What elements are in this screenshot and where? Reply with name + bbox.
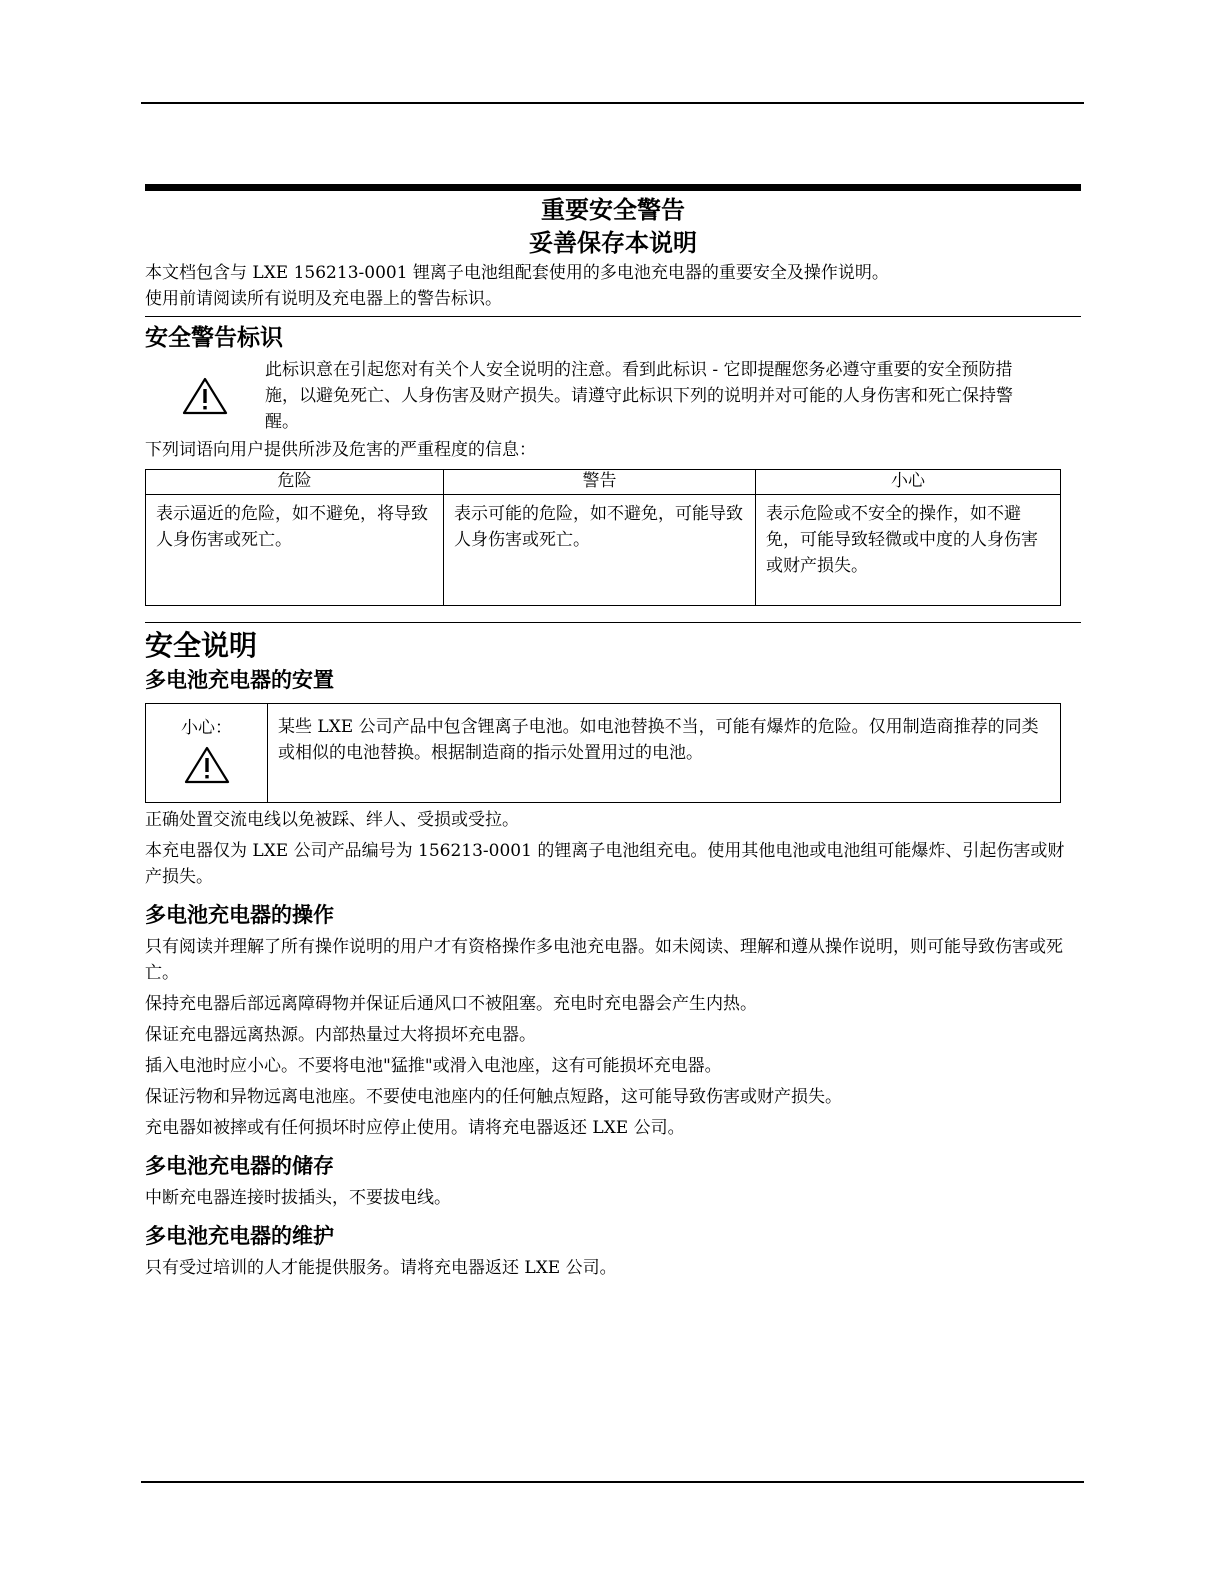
storage-heading: 多电池充电器的储存	[145, 1154, 334, 1178]
section-divider	[145, 316, 1081, 317]
placement-paragraph: 本充电器仅为 LXE 公司产品编号为 156213-0001 的锂离子电池组充电。使用其他电池或电池组可能爆炸、引起伤害或财产损失。	[145, 841, 1065, 887]
operation-paragraph: 插入电池时应小心。不要将电池"猛推"或滑入电池座，这有可能损坏充电器。	[145, 1056, 722, 1076]
safety-instructions-heading: 安全说明	[145, 629, 258, 662]
header-warning: 警告	[444, 470, 756, 495]
warning-triangle-icon	[184, 746, 230, 788]
header-danger: 危险	[146, 470, 444, 495]
storage-paragraph: 中断充电器连接时拔插头，不要拔电线。	[145, 1188, 451, 1208]
header-caution: 小心	[756, 470, 1061, 495]
cell-warning: 表示可能的危险，如不避免，可能导致人身伤害或死亡。	[444, 495, 756, 606]
placement-heading: 多电池充电器的安置	[145, 668, 334, 692]
caution-label-cell	[146, 704, 268, 802]
warning-triangle-icon	[145, 357, 265, 415]
caution-label: 小心：	[181, 718, 232, 738]
intro-line-1: 本文档包含与 LXE 156213-0001 锂离子电池组配套使用的多电池充电器的重要安全及操作说明。	[145, 263, 889, 283]
operation-paragraph: 保持充电器后部远离障碍物并保证后通风口不被阻塞。充电时充电器会产生内热。	[145, 994, 757, 1014]
intro-line-2: 使用前请阅读所有说明及充电器上的警告标识。	[145, 289, 502, 309]
maintenance-paragraph: 只有受过培训的人才能提供服务。请将充电器返还 LXE 公司。	[145, 1258, 617, 1278]
section-divider	[145, 622, 1081, 623]
operation-paragraph: 保证污物和异物远离电池座。不要使电池座内的任何触点短路，这可能导致伤害或财产损失。	[145, 1087, 842, 1107]
placement-paragraph: 正确处置交流电线以免被踩、绊人、受损或受拉。	[145, 810, 519, 830]
operation-paragraph: 保证充电器远离热源。内部热量过大将损坏充电器。	[145, 1025, 536, 1045]
safety-alert-symbol-row	[145, 357, 1081, 435]
header-rule	[141, 102, 1084, 104]
maintenance-heading: 多电池充电器的维护	[145, 1224, 334, 1248]
title-bar	[145, 184, 1081, 191]
operation-paragraph: 充电器如被摔或有任何损坏时应停止使用。请将充电器返还 LXE 公司。	[145, 1118, 685, 1138]
footer-rule	[141, 1481, 1084, 1483]
operation-paragraph: 只有阅读并理解了所有操作说明的用户才有资格操作多电池充电器。如未阅读、理解和遵从操作说明，则可能导致伤害或死亡。	[145, 937, 1063, 983]
document-body	[145, 194, 1081, 1281]
cell-caution: 表示危险或不安全的操作，如不避免，可能导致轻微或中度的人身伤害或财产损失。	[756, 495, 1061, 606]
page-title: 重要安全警告	[541, 196, 685, 224]
caution-text: 某些 LXE 公司产品中包含锂离子电池。如电池替换不当，可能有爆炸的危险。仅用制造商推荐的同类或相似的电池替换。根据制造商的指示处置用过的电池。	[278, 717, 1039, 763]
caution-box	[145, 703, 1061, 803]
cell-danger: 表示逼近的危险，如不避免，将导致人身伤害或死亡。	[146, 495, 444, 606]
signal-words-lead: 下列词语向用户提供所涉及危害的严重程度的信息：	[145, 440, 536, 460]
safety-alert-heading: 安全警告标识	[145, 325, 283, 351]
operation-heading: 多电池充电器的操作	[145, 903, 334, 927]
signal-words-table	[145, 469, 1061, 606]
page-subtitle: 妥善保存本说明	[529, 229, 697, 257]
safety-alert-text: 此标识意在引起您对有关个人安全说明的注意。看到此标识 - 它即提醒您务必遵守重要的安全预防措施，以避免死亡、人身伤害及财产损失。请遵守此标识下列的说明并对可能的人身伤害和死亡保持警醒。	[265, 360, 1013, 432]
